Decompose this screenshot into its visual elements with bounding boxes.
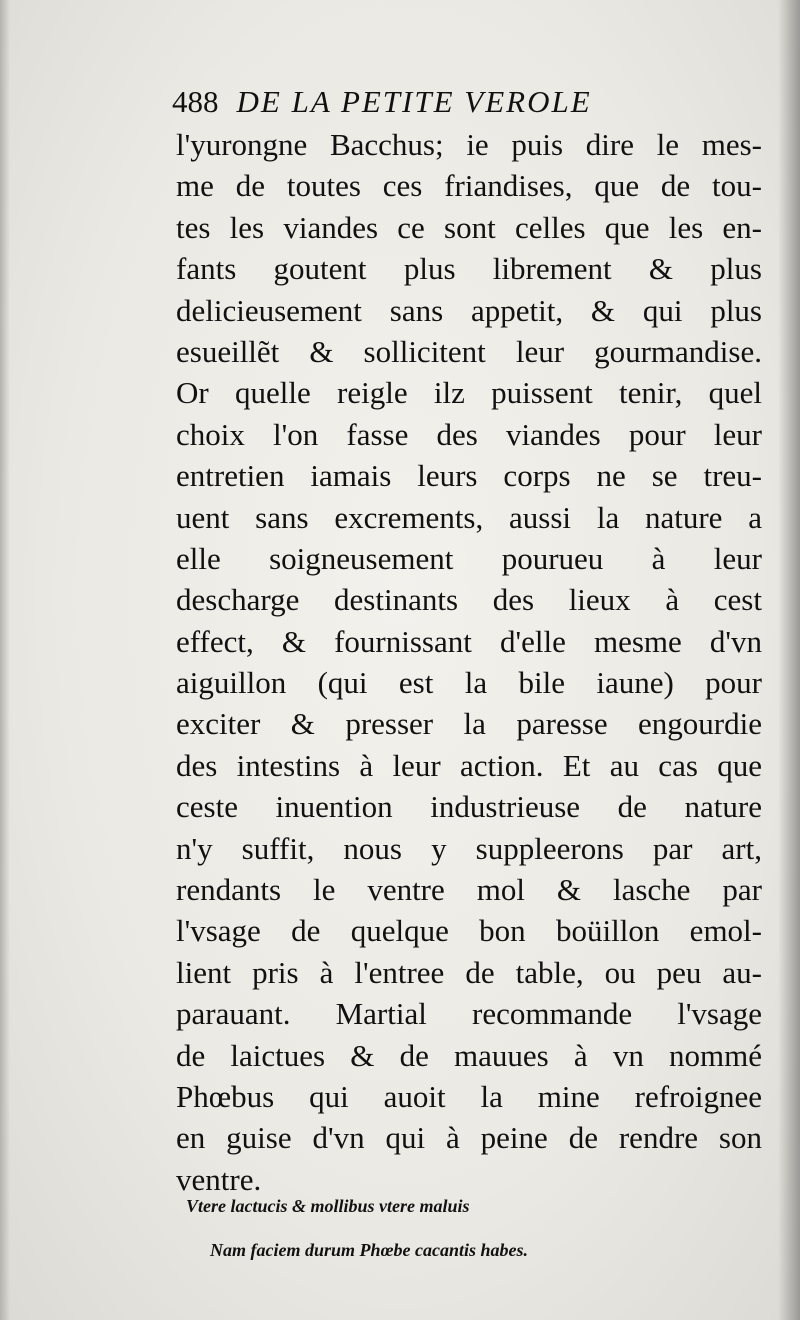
text-line-4: fants goutent plus librement & plus [176, 251, 762, 287]
text-line-7: Or quelle reigle ilz puissent tenir, quel [176, 375, 762, 411]
text-line-26: ventre. [176, 1161, 262, 1197]
text-line-2: me de toutes ces friandises, que de tou- [176, 168, 762, 204]
text-line-17: ceste inuention industrieuse de nature [176, 789, 762, 825]
text-line-12: descharge destinants des lieux à cest [176, 582, 762, 618]
text-line-11: elle soigneusement pourueu à leur [176, 540, 762, 576]
text-line-14: aiguillon (qui est la bile iaune) pour [176, 665, 762, 701]
text-line-1: l'yurongne Bacchus; ie puis dire le mes- [176, 127, 762, 162]
text-line-6: esueillẽt & sollicitent leur gourmandise. [176, 333, 762, 369]
text-line-9: entretien iamais leurs corps ne se treu- [176, 458, 762, 494]
latin-verse-line-1: Vtere lactucis & mollibus vtere maluis [186, 1196, 470, 1216]
text-line-16: des intestins à leur action. Et au cas que [176, 747, 762, 783]
page-number: 488 [172, 84, 219, 119]
text-line-23: de laictues & de mauues à vn nommé [176, 1037, 762, 1073]
running-head [172, 84, 732, 124]
text-line-18: n'y suffit, nous y suppleerons par art, [176, 830, 762, 866]
latin-verse-line-2: Nam faciem durum Phœbe cacantis habes. [210, 1240, 528, 1260]
text-line-8: choix l'on fasse des viandes pour leur [176, 416, 762, 452]
text-line-20: l'vsage de quelque bon boüillon emol- [176, 913, 762, 949]
text-line-24: Phœbus qui auoit la mine refroignee [176, 1078, 762, 1114]
running-title: DE LA PETITE VEROLE [236, 84, 592, 119]
text-line-13: effect, & fournissant d'elle mesme d'vn [176, 623, 762, 659]
page-edge-shadow-right [778, 0, 800, 1320]
text-line-15: exciter & presser la paresse engourdie [176, 706, 762, 742]
text-line-21: lient pris à l'entree de table, ou peu au- [176, 954, 762, 990]
text-line-3: tes les viandes ce sont celles que les en- [176, 209, 762, 245]
page-edge-shadow-left [0, 0, 10, 1320]
text-line-5: delicieusement sans appetit, & qui plus [176, 292, 762, 328]
text-line-10: uent sans excrements, aussi la nature a [176, 499, 762, 535]
text-line-19: rendants le ventre mol & lasche par [176, 872, 762, 908]
text-line-25: en guise d'vn qui à peine de rendre son [176, 1120, 762, 1156]
text-line-22: parauant. Martial recommande l'vsage [176, 996, 762, 1032]
body-text [176, 124, 766, 1200]
